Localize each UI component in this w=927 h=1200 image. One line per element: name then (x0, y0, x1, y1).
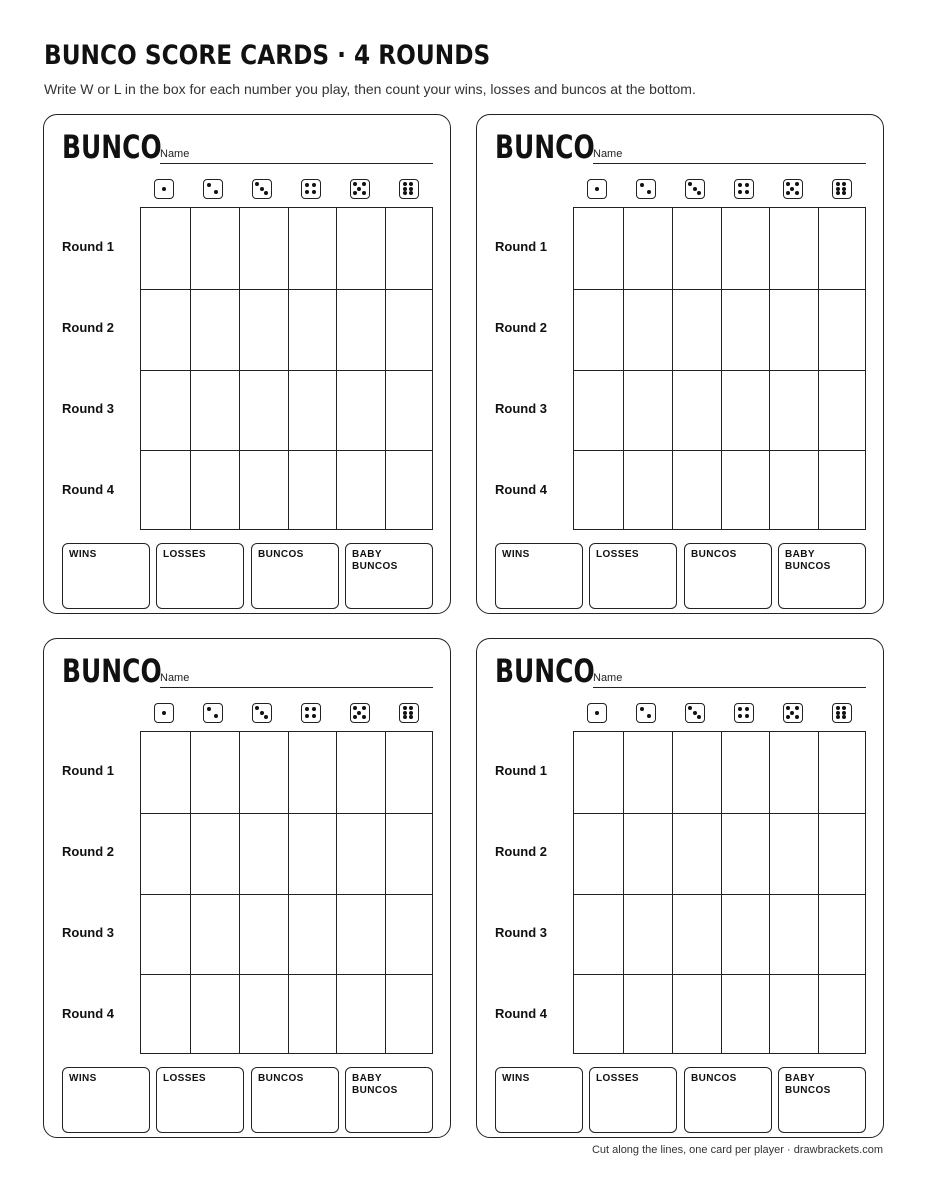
pip (409, 191, 413, 195)
die-four-icon (734, 703, 754, 723)
tally-label: BABY BUNCOS (352, 1073, 398, 1096)
score-cell[interactable] (141, 813, 190, 894)
dice-header (140, 177, 433, 201)
score-cell[interactable] (623, 289, 672, 370)
score-cell[interactable] (385, 894, 434, 975)
pip (305, 707, 309, 711)
pip (795, 191, 799, 195)
tally-box[interactable] (778, 1067, 866, 1133)
pip (353, 182, 357, 186)
tally-box[interactable] (251, 543, 339, 609)
score-cell[interactable] (288, 732, 337, 813)
score-cell[interactable] (385, 813, 434, 894)
pip (786, 191, 790, 195)
dice-header (573, 177, 866, 201)
pip (260, 187, 264, 191)
pip (353, 706, 357, 710)
score-cell[interactable] (141, 289, 190, 370)
score-cell[interactable] (818, 813, 867, 894)
score-cell[interactable] (574, 894, 623, 975)
pip (836, 187, 840, 191)
score-cell[interactable] (385, 370, 434, 451)
score-cell[interactable] (385, 208, 434, 289)
name-field[interactable] (593, 163, 866, 164)
name-label: Name (593, 672, 623, 684)
tally-box[interactable] (62, 1067, 150, 1133)
score-cell[interactable] (769, 894, 818, 975)
pip (738, 714, 742, 718)
pip (795, 182, 799, 186)
round-label: Round 3 (62, 924, 114, 940)
name-field[interactable] (160, 163, 433, 164)
tally-label: WINS (69, 549, 97, 560)
pip (745, 707, 749, 711)
tally-box[interactable] (778, 543, 866, 609)
score-cell[interactable] (769, 450, 818, 531)
tally-label: BABY BUNCOS (352, 549, 398, 572)
score-grid (140, 731, 433, 1054)
score-cell[interactable] (818, 450, 867, 531)
pip (595, 711, 599, 715)
score-cell[interactable] (141, 370, 190, 451)
pip (738, 183, 742, 187)
pip (693, 711, 697, 715)
score-cell[interactable] (623, 208, 672, 289)
die-six-icon (832, 703, 852, 723)
score-cell[interactable] (769, 732, 818, 813)
dice-header (140, 701, 433, 725)
pip (357, 187, 361, 191)
die-two-icon (203, 703, 223, 723)
tally-label: WINS (502, 549, 530, 560)
score-cell[interactable] (288, 208, 337, 289)
score-card (43, 114, 451, 614)
score-cell[interactable] (336, 974, 385, 1055)
score-cell[interactable] (288, 370, 337, 451)
pip (836, 711, 840, 715)
score-cell[interactable] (721, 974, 770, 1055)
die-three-icon (685, 703, 705, 723)
pip (403, 706, 407, 710)
page-subtitle: Write W or L in the box for each number you play, then count your wins, losses and buncos at the bottom. (44, 81, 696, 97)
pip (362, 191, 366, 195)
score-cell[interactable] (574, 813, 623, 894)
pip (357, 711, 361, 715)
score-cell[interactable] (769, 289, 818, 370)
pip (647, 190, 651, 194)
score-cell[interactable] (672, 370, 721, 451)
pip (403, 711, 407, 715)
round-label: Round 2 (62, 844, 114, 860)
tally-box[interactable] (589, 543, 677, 609)
score-cell[interactable] (336, 894, 385, 975)
tally-box[interactable] (589, 1067, 677, 1133)
pip (786, 715, 790, 719)
pip (409, 706, 413, 710)
score-cell[interactable] (672, 208, 721, 289)
pip (647, 714, 651, 718)
pip (786, 182, 790, 186)
card-title: BUNCO (495, 128, 595, 166)
score-cell[interactable] (190, 450, 239, 531)
page-title: BUNCO SCORE CARDS · 4 ROUNDS (44, 40, 491, 71)
score-cell[interactable] (336, 813, 385, 894)
pip (312, 714, 316, 718)
round-label: Round 3 (495, 924, 547, 940)
pip (353, 191, 357, 195)
score-cell[interactable] (190, 208, 239, 289)
score-cell[interactable] (574, 974, 623, 1055)
pip (255, 706, 259, 710)
score-cell[interactable] (623, 450, 672, 531)
round-label: Round 1 (495, 239, 547, 255)
score-cell[interactable] (721, 813, 770, 894)
pip (207, 183, 211, 187)
tally-box[interactable] (684, 1067, 772, 1133)
score-cell[interactable] (141, 208, 190, 289)
pip (362, 706, 366, 710)
tally-box[interactable] (156, 1067, 244, 1133)
pip (260, 711, 264, 715)
pip (688, 706, 692, 710)
tally-label: LOSSES (596, 549, 639, 560)
score-cell[interactable] (672, 732, 721, 813)
pip (409, 715, 413, 719)
name-label: Name (160, 148, 190, 160)
pip (214, 714, 218, 718)
pip (842, 191, 846, 195)
pip (745, 190, 749, 194)
score-cell[interactable] (288, 450, 337, 531)
name-label: Name (160, 672, 190, 684)
pip (795, 706, 799, 710)
score-cell[interactable] (574, 208, 623, 289)
tally-label: LOSSES (163, 1073, 206, 1084)
die-five-icon (783, 703, 803, 723)
die-five-icon (783, 179, 803, 199)
pip (745, 714, 749, 718)
pip (738, 190, 742, 194)
score-cell[interactable] (769, 813, 818, 894)
score-cell[interactable] (239, 974, 288, 1055)
pip (595, 187, 599, 191)
score-cell[interactable] (769, 208, 818, 289)
die-two-icon (203, 179, 223, 199)
tally-label: WINS (502, 1073, 530, 1084)
pip (842, 706, 846, 710)
score-cell[interactable] (818, 289, 867, 370)
die-two-icon (636, 703, 656, 723)
score-cell[interactable] (190, 289, 239, 370)
die-two-icon (636, 179, 656, 199)
score-cell[interactable] (239, 894, 288, 975)
score-cell[interactable] (623, 370, 672, 451)
score-cell[interactable] (385, 289, 434, 370)
pip (842, 187, 846, 191)
pip (738, 707, 742, 711)
score-card (476, 114, 884, 614)
round-label: Round 4 (62, 481, 114, 497)
die-six-icon (399, 179, 419, 199)
score-cell[interactable] (239, 370, 288, 451)
die-six-icon (832, 179, 852, 199)
score-cell[interactable] (141, 974, 190, 1055)
score-cell[interactable] (190, 974, 239, 1055)
tally-box[interactable] (495, 1067, 583, 1133)
pip (214, 190, 218, 194)
score-cell[interactable] (288, 289, 337, 370)
score-cell[interactable] (721, 370, 770, 451)
score-cell[interactable] (336, 370, 385, 451)
pip (836, 191, 840, 195)
score-cell[interactable] (818, 208, 867, 289)
tally-label: BUNCOS (691, 549, 737, 560)
pip (697, 715, 701, 719)
die-three-icon (252, 703, 272, 723)
pip (640, 183, 644, 187)
pip (745, 183, 749, 187)
die-one-icon (587, 179, 607, 199)
score-cell[interactable] (141, 732, 190, 813)
pip (362, 715, 366, 719)
pip (353, 715, 357, 719)
score-cell[interactable] (623, 894, 672, 975)
tally-label: LOSSES (163, 549, 206, 560)
score-cell[interactable] (385, 732, 434, 813)
name-field[interactable] (160, 687, 433, 688)
tally-box[interactable] (684, 543, 772, 609)
score-cell[interactable] (385, 450, 434, 531)
score-cell[interactable] (672, 289, 721, 370)
score-cell[interactable] (239, 208, 288, 289)
pip (795, 715, 799, 719)
score-cell[interactable] (141, 894, 190, 975)
score-cell[interactable] (818, 370, 867, 451)
pip (403, 182, 407, 186)
pip (409, 182, 413, 186)
score-cell[interactable] (721, 732, 770, 813)
score-cell[interactable] (721, 894, 770, 975)
pip (842, 711, 846, 715)
pip (836, 715, 840, 719)
pip (842, 182, 846, 186)
die-four-icon (734, 179, 754, 199)
tally-label: BABY BUNCOS (785, 549, 831, 572)
round-label: Round 2 (62, 320, 114, 336)
tally-box[interactable] (345, 1067, 433, 1133)
pip (264, 715, 268, 719)
score-cell[interactable] (672, 974, 721, 1055)
pip (264, 191, 268, 195)
score-cell[interactable] (672, 813, 721, 894)
pip (836, 706, 840, 710)
score-cell[interactable] (190, 370, 239, 451)
round-label: Round 3 (62, 400, 114, 416)
score-cell[interactable] (288, 894, 337, 975)
score-cell[interactable] (623, 813, 672, 894)
score-grid (573, 207, 866, 530)
score-cell[interactable] (336, 732, 385, 813)
pip (207, 707, 211, 711)
round-label: Round 2 (495, 844, 547, 860)
pip (162, 187, 166, 191)
score-cell[interactable] (336, 208, 385, 289)
score-cell[interactable] (190, 813, 239, 894)
round-label: Round 1 (62, 239, 114, 255)
score-cell[interactable] (574, 450, 623, 531)
tally-box[interactable] (62, 543, 150, 609)
card-title: BUNCO (62, 652, 162, 690)
score-cell[interactable] (336, 450, 385, 531)
pip (312, 707, 316, 711)
score-cell[interactable] (623, 732, 672, 813)
name-field[interactable] (593, 687, 866, 688)
pip (790, 711, 794, 715)
score-cell[interactable] (190, 732, 239, 813)
score-card (43, 638, 451, 1138)
score-cell[interactable] (574, 289, 623, 370)
pip (305, 714, 309, 718)
pip (693, 187, 697, 191)
die-one-icon (154, 703, 174, 723)
score-cell[interactable] (239, 289, 288, 370)
die-one-icon (154, 179, 174, 199)
die-three-icon (252, 179, 272, 199)
pip (842, 715, 846, 719)
score-cell[interactable] (141, 450, 190, 531)
footer-note: Cut along the lines, one card per player · drawbrackets.com (591, 1144, 883, 1156)
score-card (476, 638, 884, 1138)
score-cell[interactable] (721, 208, 770, 289)
pip (403, 187, 407, 191)
tally-box[interactable] (345, 543, 433, 609)
score-cell[interactable] (385, 974, 434, 1055)
score-cell[interactable] (288, 813, 337, 894)
round-label: Round 2 (495, 320, 547, 336)
pip (790, 187, 794, 191)
score-cell[interactable] (769, 974, 818, 1055)
round-label: Round 4 (495, 1005, 547, 1021)
pip (255, 182, 259, 186)
score-cell[interactable] (288, 974, 337, 1055)
tally-label: BUNCOS (691, 1073, 737, 1084)
score-cell[interactable] (818, 974, 867, 1055)
pip (697, 191, 701, 195)
pip (162, 711, 166, 715)
round-label: Round 4 (495, 481, 547, 497)
card-title: BUNCO (495, 652, 595, 690)
tally-box[interactable] (156, 543, 244, 609)
score-grid (140, 207, 433, 530)
score-cell[interactable] (239, 450, 288, 531)
score-cell[interactable] (721, 289, 770, 370)
die-three-icon (685, 179, 705, 199)
pip (786, 706, 790, 710)
pip (403, 715, 407, 719)
pip (305, 190, 309, 194)
score-cell[interactable] (672, 894, 721, 975)
round-label: Round 1 (495, 763, 547, 779)
score-cell[interactable] (721, 450, 770, 531)
die-five-icon (350, 179, 370, 199)
card-title: BUNCO (62, 128, 162, 166)
die-five-icon (350, 703, 370, 723)
tally-label: BUNCOS (258, 549, 304, 560)
round-label: Round 3 (495, 400, 547, 416)
score-grid (573, 731, 866, 1054)
tally-label: BABY BUNCOS (785, 1073, 831, 1096)
pip (836, 182, 840, 186)
score-cell[interactable] (769, 370, 818, 451)
pip (305, 183, 309, 187)
tally-box[interactable] (251, 1067, 339, 1133)
score-cell[interactable] (818, 894, 867, 975)
dice-header (573, 701, 866, 725)
round-label: Round 1 (62, 763, 114, 779)
die-one-icon (587, 703, 607, 723)
pip (403, 191, 407, 195)
die-four-icon (301, 179, 321, 199)
pip (312, 190, 316, 194)
pip (688, 182, 692, 186)
score-cell[interactable] (239, 732, 288, 813)
score-cell[interactable] (672, 450, 721, 531)
name-label: Name (593, 148, 623, 160)
score-cell[interactable] (818, 732, 867, 813)
pip (409, 711, 413, 715)
score-cell[interactable] (239, 813, 288, 894)
score-cell[interactable] (190, 894, 239, 975)
tally-label: LOSSES (596, 1073, 639, 1084)
pip (362, 182, 366, 186)
tally-label: WINS (69, 1073, 97, 1084)
score-cell[interactable] (574, 732, 623, 813)
score-cell[interactable] (574, 370, 623, 451)
tally-box[interactable] (495, 543, 583, 609)
pip (312, 183, 316, 187)
score-cell[interactable] (336, 289, 385, 370)
score-cell[interactable] (623, 974, 672, 1055)
tally-label: BUNCOS (258, 1073, 304, 1084)
pip (640, 707, 644, 711)
round-label: Round 4 (62, 1005, 114, 1021)
pip (409, 187, 413, 191)
die-six-icon (399, 703, 419, 723)
die-four-icon (301, 703, 321, 723)
